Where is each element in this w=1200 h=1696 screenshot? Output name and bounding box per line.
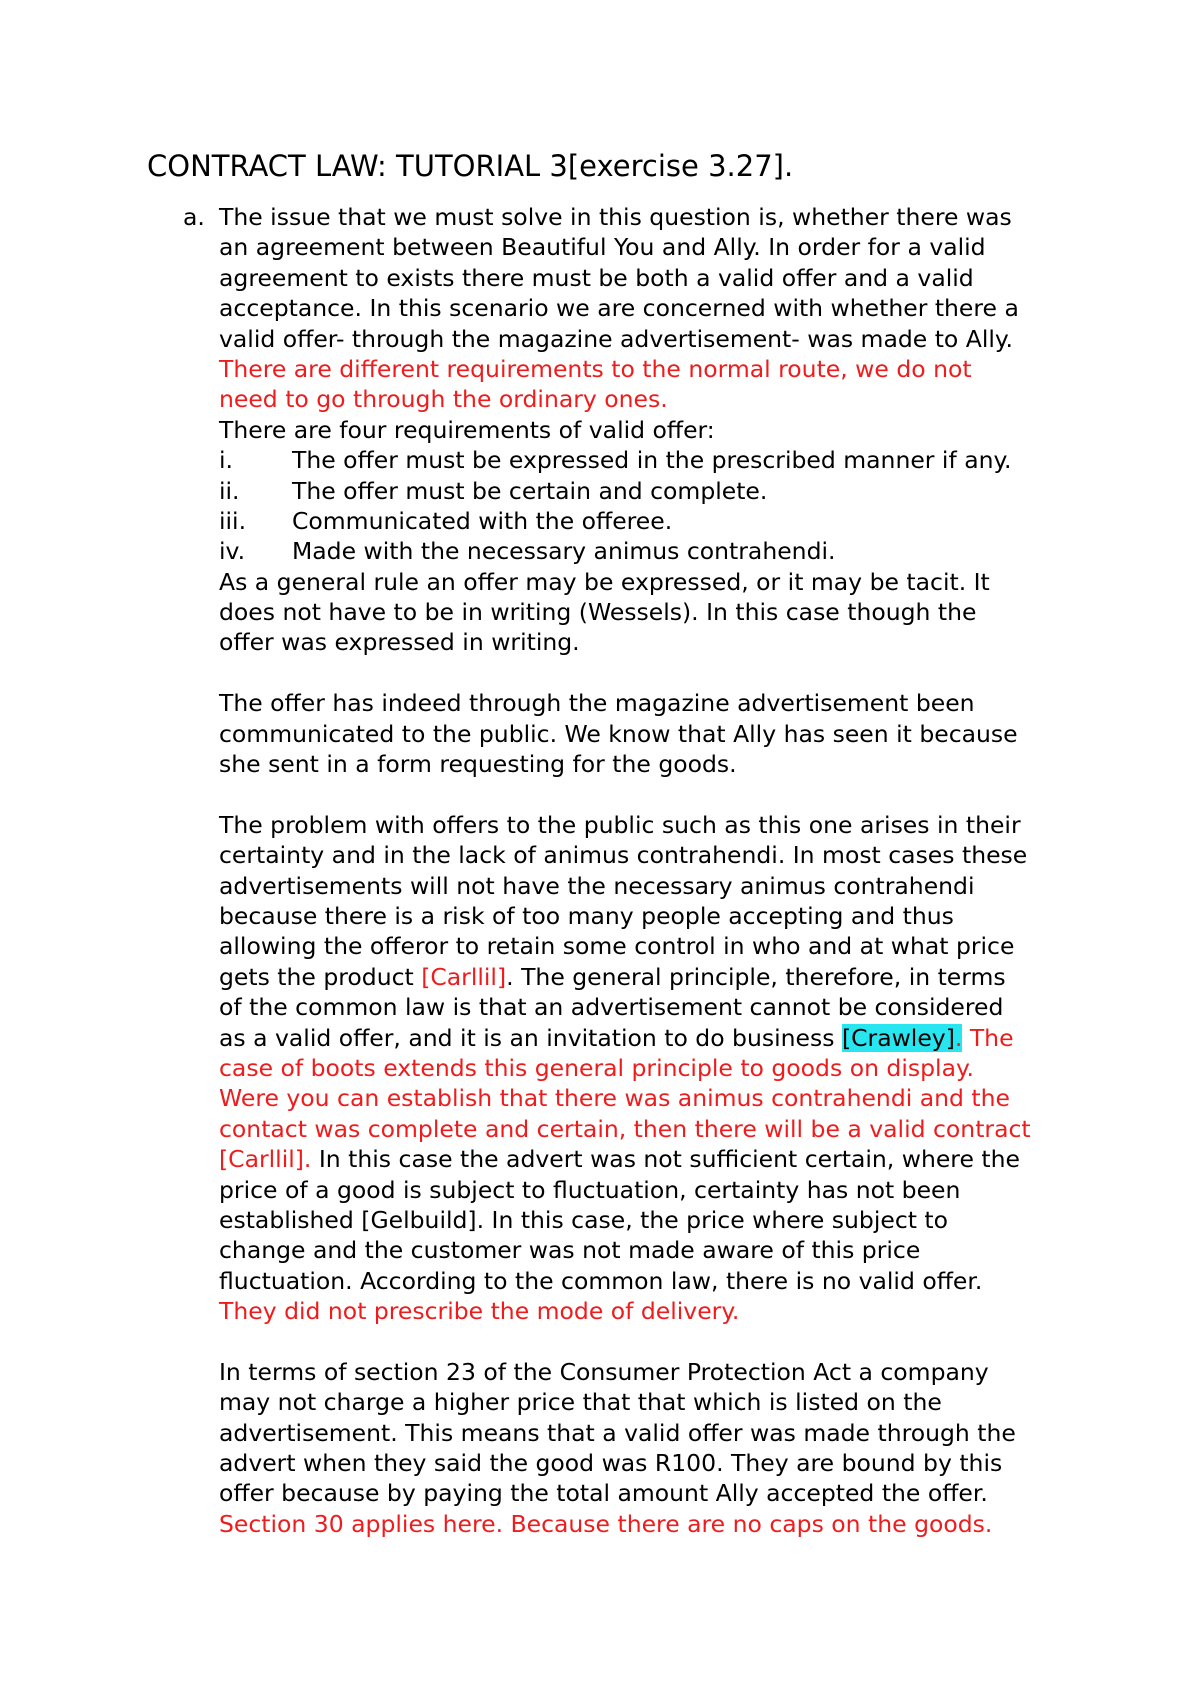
answer-body — [219, 202, 1119, 1539]
paragraph-line: price of a good is subject to fluctuation, certainty has not been — [219, 1175, 961, 1204]
paragraph-line: offer was expressed in writing. — [219, 628, 580, 657]
paragraph-line: established [Gelbuild]. In this case, the price where subject to — [219, 1205, 949, 1234]
paragraph-line: The issue that we must solve in this question is, whether there was — [219, 203, 1012, 231]
red-comment-line: contact was complete and certain, then there will be a valid contract — [219, 1114, 1031, 1143]
requirement-text: Made with the necessary animus contrahendi. — [292, 537, 836, 566]
paragraph-line: In terms of section 23 of the Consumer Protection Act a company — [219, 1357, 989, 1386]
paragraph-line: certainty and in the lack of animus contrahendi. In most cases these — [219, 841, 1028, 870]
requirement-number: ii. — [219, 476, 240, 505]
paragraph-line — [219, 962, 1119, 992]
paragraph-line: fluctuation. According to the common law, there is no valid offer. — [219, 1266, 983, 1295]
paragraph-line — [219, 1023, 1119, 1053]
requirement-number: iv. — [219, 537, 246, 566]
paragraph-line: change and the customer was not made aware of this price — [219, 1236, 921, 1265]
text-run: In this case the advert was not sufficient certain, where the — [311, 1145, 1020, 1174]
red-comment-line: They did not prescribe the mode of delivery. — [219, 1297, 740, 1326]
paragraph-gap — [219, 779, 1119, 809]
requirement-item — [219, 476, 1119, 506]
case-citation: [Carllil] — [421, 962, 507, 991]
red-comment-line: Were you can establish that there was animus contrahendi and the — [219, 1084, 1010, 1113]
paragraph-line: advert when they said the good was R100. They are bound by this — [219, 1449, 1003, 1478]
paragraph-line: agreement to exists there must be both a valid offer and a valid — [219, 263, 974, 292]
text-run: as a valid offer, and it is an invitation to do business — [219, 1023, 842, 1052]
document-title: CONTRACT LAW: TUTORIAL 3[exercise 3.27]. — [147, 149, 794, 183]
case-citation: [Carllil]. — [219, 1145, 312, 1174]
paragraph-line: she sent in a form requesting for the goods. — [219, 750, 737, 779]
paragraph-gap — [219, 658, 1119, 688]
requirements-intro: There are four requirements of valid offer: — [219, 415, 715, 444]
text-run: gets the product — [219, 962, 422, 991]
highlighted-citation: [Crawley] — [841, 1023, 955, 1052]
paragraph-line: advertisements will not have the necessary animus contrahendi — [219, 871, 975, 900]
paragraph-line: advertisement. This means that a valid offer was made through the — [219, 1418, 1016, 1447]
red-comment-line: case of boots extends this general principle to goods on display. — [219, 1053, 974, 1082]
paragraph-line: The problem with offers to the public such as this one arises in their — [219, 810, 1021, 839]
paragraph-line: may not charge a higher price that that which is listed on the — [219, 1388, 942, 1417]
paragraph-line: offer because by paying the total amount Ally accepted the offer. — [219, 1479, 988, 1508]
requirement-item — [219, 536, 1119, 566]
paragraph-line: an agreement between Beautiful You and Ally. In order for a valid — [219, 233, 986, 262]
text-run: . The general principle, therefore, in terms — [506, 962, 1006, 991]
paragraph-line: As a general rule an offer may be expressed, or it may be tacit. It — [219, 567, 990, 596]
red-comment-line: Section 30 applies here. Because there are no caps on the goods. — [219, 1509, 993, 1538]
list-marker: a. — [183, 203, 205, 231]
paragraph-line: does not have to be in writing (Wessels). In this case though the — [219, 598, 977, 627]
requirement-text: The offer must be expressed in the prescribed manner if any. — [292, 446, 1012, 475]
red-comment-line: There are different requirements to the normal route, we do not — [219, 354, 972, 383]
red-comment-line: need to go through the ordinary ones. — [219, 385, 668, 414]
paragraph-line: communicated to the public. We know that Ally has seen it because — [219, 719, 1018, 748]
paragraph-line: valid offer- through the magazine advertisement- was made to Ally. — [219, 324, 1013, 353]
paragraph-line: acceptance. In this scenario we are concerned with whether there a — [219, 294, 1019, 323]
paragraph-line: of the common law is that an advertisement cannot be considered — [219, 993, 1004, 1022]
paragraph-gap — [219, 1326, 1119, 1356]
paragraph-line: The offer has indeed through the magazine advertisement been — [219, 689, 975, 718]
requirement-text: The offer must be certain and complete. — [292, 476, 768, 505]
requirement-number: iii. — [219, 506, 247, 535]
highlighted-period: . — [954, 1023, 963, 1052]
paragraph-line: allowing the offeror to retain some control in who and at what price — [219, 932, 1015, 961]
paragraph-line — [219, 1144, 1119, 1174]
requirement-text: Communicated with the offeree. — [292, 506, 673, 535]
requirement-item — [219, 445, 1119, 475]
requirement-number: i. — [219, 446, 233, 475]
requirement-item — [219, 506, 1119, 536]
red-comment-run: The — [962, 1023, 1014, 1052]
paragraph-line: because there is a risk of too many people accepting and thus — [219, 901, 954, 930]
